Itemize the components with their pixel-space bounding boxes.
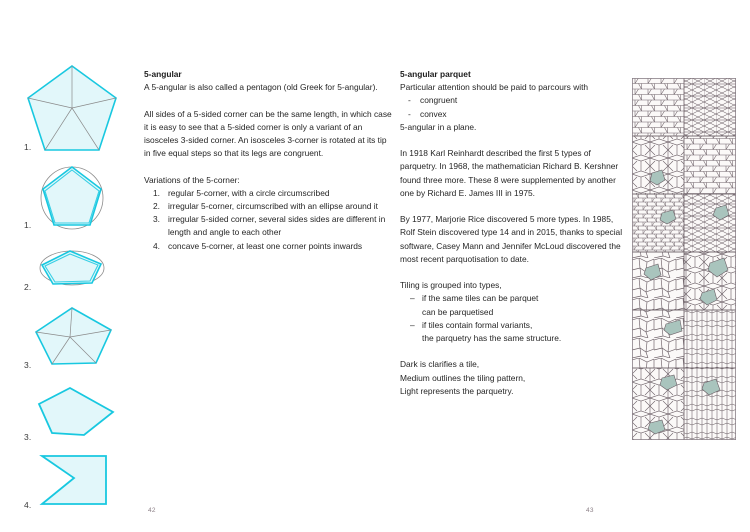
- pentagon-outline: [36, 308, 111, 364]
- figure-pentagon-circumscribed-ellipse: [8, 238, 136, 300]
- figure-label: 3.: [24, 432, 32, 442]
- list-item-line-2: the parquetry has the same structure.: [422, 333, 562, 344]
- folio-left: 42: [148, 507, 156, 514]
- list-item-text: congruent: [420, 95, 458, 106]
- list-item-text: irregular 5-corner, circumscribed with an ellipse around it: [168, 201, 378, 211]
- list-item: [144, 213, 394, 239]
- spacer: [144, 160, 394, 173]
- list-item-text: irregular 5-sided corner, several sides sides are different in length and angle to each other: [168, 214, 386, 238]
- list-item-text: regular 5-corner, with a circle circumscribed: [168, 187, 330, 198]
- list-item: [144, 187, 394, 200]
- list-item-line-1: if tiles contain formal variants,: [422, 319, 533, 330]
- pentagon-outline: [42, 456, 106, 504]
- list-item-dash: -: [408, 108, 411, 119]
- list-item-dash: –: [410, 293, 415, 304]
- list-item-text: concave 5-corner, at least one corner points inwards: [168, 240, 363, 251]
- legend-line-2: Medium outlines the tiling pattern,: [400, 372, 526, 383]
- list-item: [400, 108, 625, 121]
- list-item-line-2: can be parquetised: [422, 306, 494, 317]
- figure-label: 4.: [24, 500, 32, 510]
- left-column-intro: A 5-angular is also called a pentagon (old Greek for 5-angular).: [144, 82, 378, 93]
- variations-list: [144, 187, 394, 253]
- spacer: [400, 134, 625, 147]
- tiling-grouping-list: [400, 292, 625, 345]
- right-column-paragraph-2: By 1977, Marjorie Rice discovered 5 more types. In 1985, Rolf Stein discovered type 14 and in 2015, thanks to special software, Casey Mann and Jennifer McLoud discovered the most recent parquotisation to date.: [400, 214, 623, 264]
- list-item-dash: -: [408, 95, 411, 106]
- list-item-dash: –: [410, 319, 415, 330]
- list-item: [144, 240, 394, 253]
- variations-list-title: Variations of the 5-corner:: [144, 174, 240, 185]
- figure-pentagon-circumscribed-circle: [8, 158, 136, 238]
- pentagon-tiling-plate: [632, 78, 736, 440]
- list-item-number: 3.: [153, 214, 160, 225]
- figure-regular-pentagon-with-radii: [8, 58, 136, 158]
- right-text-column: [400, 68, 625, 398]
- figure-label: 3.: [24, 360, 32, 370]
- parcours-requirement-list: [400, 94, 625, 120]
- right-column-heading: 5-angular parquet: [400, 69, 471, 79]
- folio-right: 43: [586, 507, 594, 514]
- list-item-number: 2.: [153, 201, 160, 211]
- figure-label: 1.: [24, 220, 32, 230]
- list-item-line-1: if the same tiles can be parquet: [422, 293, 539, 304]
- list-item-text: convex: [420, 108, 447, 119]
- right-column-intro: Particular attention should be paid to parcours with: [400, 82, 589, 93]
- spacer: [400, 200, 625, 213]
- left-column-paragraph-1: All sides of a 5-sided corner can be the same length, in which case it is easy to see that a 5-sided corner is only a variant of an isosceles 3-sided corner. An isosceles 3-corner is rotated at its tip in five equal steps so that its legs are congruent.: [144, 108, 392, 159]
- list-item: [400, 94, 625, 107]
- figure-column: [8, 58, 136, 510]
- pentagon-outline: [43, 167, 101, 225]
- pentagon-outline: [39, 388, 113, 435]
- pentagon-outline: [42, 251, 101, 284]
- figure-concave-pentagon: [8, 450, 136, 518]
- right-column-paragraph-1: In 1918 Karl Reinhardt described the first 5 types of parquetry. In 1968, the mathematician Richard B. Kershner found three more. These 8 were supplemented by another one by Richard E. James III in 1975.: [400, 148, 619, 198]
- left-column-heading: 5-angular: [144, 69, 182, 79]
- grouping-title: Tiling is grouped into types,: [400, 280, 502, 291]
- list-item: [144, 200, 394, 213]
- list-item-number: 4.: [153, 240, 160, 251]
- spacer: [144, 94, 394, 107]
- figure-irregular-pentagon-with-radii: [8, 300, 136, 382]
- legend-line-1: Dark is clarifies a tile,: [400, 359, 480, 370]
- figure-label: 1.: [24, 142, 32, 152]
- legend-line-3: Light represents the parquetry.: [400, 385, 514, 396]
- spacer: [400, 266, 625, 279]
- list-item: [400, 292, 625, 318]
- tiling-plate-svg: [632, 78, 736, 440]
- figure-irregular-pentagon: [8, 382, 136, 450]
- figure-label: 2.: [24, 282, 32, 292]
- spacer: [400, 345, 625, 358]
- list-item-number: 1.: [153, 187, 160, 198]
- right-column-intro-tail: 5-angular in a plane.: [400, 121, 477, 132]
- list-item: [400, 319, 625, 345]
- left-text-column: [144, 68, 394, 253]
